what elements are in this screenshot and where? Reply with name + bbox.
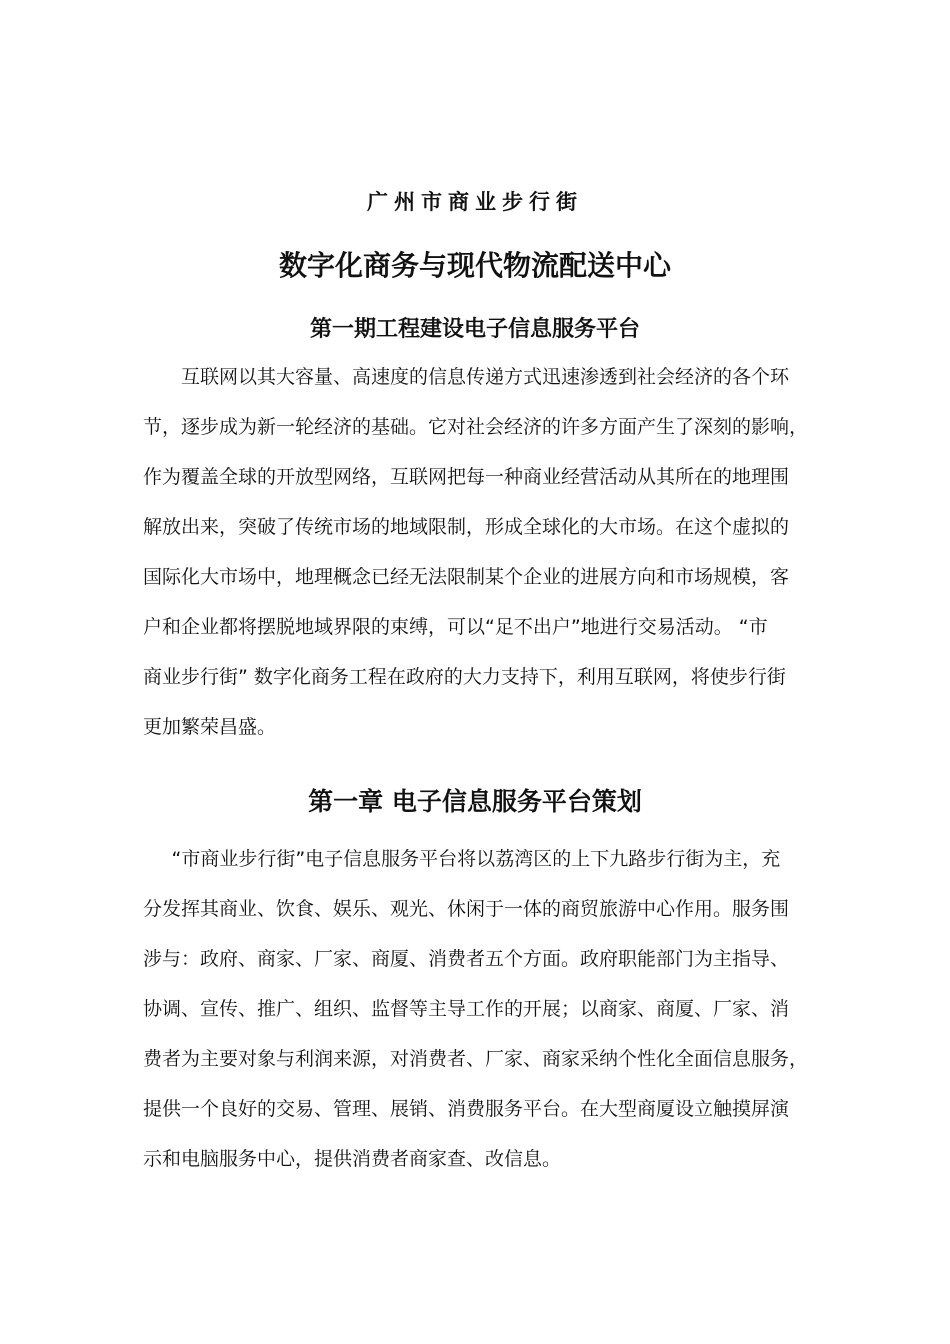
paragraph-line: 分发挥其商业、饮食、娱乐、观光、休闲于一体的商贸旅游中心作用。服务围 bbox=[143, 898, 790, 920]
paragraph-line: 商业步行街” 数字化商务工程在政府的大力支持下，利用互联网，将使步行街 bbox=[143, 666, 786, 688]
paragraph-line: 国际化大市场中，地理概念已经无法限制某个企业的进展方向和市场规模，客 bbox=[143, 566, 790, 588]
paragraph-line: “市商业步行街”电子信息服务平台将以荔湾区的上下九路步行街为主，充 bbox=[171, 848, 781, 870]
paragraph-line: 节，逐步成为新一轮经济的基础。它对社会经济的许多方面产生了深刻的影响， bbox=[143, 416, 809, 438]
paragraph-line: 费者为主要对象与利润来源，对消费者、厂家、商家采纳个性化全面信息服务， bbox=[143, 1048, 809, 1070]
paragraph-line: 涉与：政府、商家、厂家、商厦、消费者五个方面。政府职能部门为主指导、 bbox=[143, 948, 790, 970]
paragraph-line: 解放出来，突破了传统市场的地域限制，形成全球化的大市场。在这个虚拟的 bbox=[143, 516, 790, 538]
intro-paragraph bbox=[143, 352, 813, 752]
chapter-paragraph bbox=[143, 834, 813, 1184]
document-title-city: 广州市商业步行街 bbox=[367, 190, 583, 214]
paragraph-line: 更加繁荣昌盛。 bbox=[143, 716, 277, 738]
paragraph-line: 示和电脑服务中心，提供消费者商家查、改信息。 bbox=[143, 1148, 562, 1170]
chapter-heading: 第一章 电子信息服务平台策划 bbox=[308, 787, 642, 816]
paragraph-line: 互联网以其大容量、高速度的信息传递方式迅速渗透到社会经济的各个环 bbox=[181, 366, 790, 388]
document-title-main: 数字化商务与现代物流配送中心 bbox=[278, 249, 671, 282]
paragraph-line: 户和企业都将摆脱地域界限的束缚，可以“足不出户”地进行交易活动。 “市 bbox=[143, 616, 768, 638]
paragraph-line: 提供一个良好的交易、管理、展销、消费服务平台。在大型商厦设立触摸屏演 bbox=[143, 1098, 790, 1120]
paragraph-line: 作为覆盖全球的开放型网络，互联网把每一种商业经营活动从其所在的地理围 bbox=[143, 466, 790, 488]
document-title-subtitle: 第一期工程建设电子信息服务平台 bbox=[309, 317, 640, 342]
paragraph-line: 协调、宣传、推广、组织、监督等主导工作的开展；以商家、商厦、厂家、消 bbox=[143, 998, 790, 1020]
